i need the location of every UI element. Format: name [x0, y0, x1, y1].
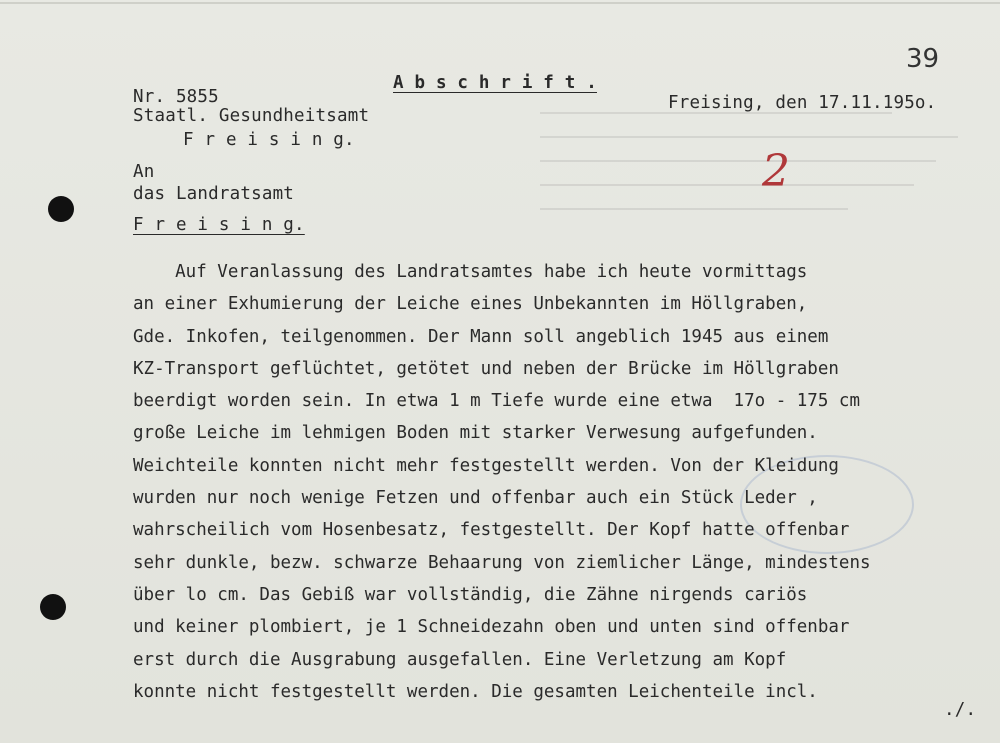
recipient-name: das Landratsamt — [133, 184, 295, 204]
body-line: Weichteile konnten nicht mehr festgestellt werden. Von der Kleidung — [133, 455, 839, 476]
body-line: große Leiche im lehmigen Boden mit starker Verwesung aufgefunden. — [133, 423, 818, 444]
body-line: an einer Exhumierung der Leiche eines Unbekannten im Höllgraben, — [133, 294, 808, 315]
reference-number: Nr. 5855 — [133, 87, 219, 107]
body-line: wahrscheilich vom Hosenbesatz, festgestellt. Der Kopf hatte offenbar — [133, 520, 850, 541]
body-line: Auf Veranlassung des Landratsamtes habe ich heute vormittags — [133, 262, 808, 282]
recipient-to: An — [133, 162, 155, 182]
body-line: über lo cm. Das Gebiß war vollständig, die Zähne nirgends cariös — [133, 584, 808, 605]
punch-hole-bottom — [40, 594, 66, 620]
document-title: A b s c h r i f t . — [393, 73, 597, 93]
page-number: 39 — [906, 44, 940, 74]
punch-hole-top — [48, 196, 74, 222]
body-line: konnte nicht festgestellt werden. Die gesamten Leichenteile incl. — [133, 681, 818, 702]
body-line: KZ-Transport geflüchtet, getötet und neben der Brücke im Höllgraben — [133, 358, 839, 379]
bleed-through-text — [540, 112, 980, 242]
pencil-annotation: 2 — [762, 146, 790, 197]
issuing-office: Staatl. Gesundheitsamt — [133, 106, 370, 126]
body-line: und keiner plombiert, je 1 Schneidezahn oben und unten sind offenbar — [133, 617, 850, 638]
body-line: sehr dunkle, bezw. schwarze Behaarung von ziemlicher Länge, mindestens — [133, 552, 871, 573]
body-line: wurden nur noch wenige Fetzen und offenbar auch ein Stück Leder , — [133, 488, 818, 509]
continuation-mark: ./. — [944, 700, 977, 720]
place-date: Freising, den 17.11.195o. — [668, 93, 937, 113]
page-top-edge — [0, 2, 1000, 4]
body-line: Gde. Inkofen, teilgenommen. Der Mann soll angeblich 1945 aus einem — [133, 326, 829, 347]
issuing-office-city: F r e i s i n g. — [183, 130, 355, 150]
letter-body — [133, 256, 993, 708]
recipient-city: F r e i s i n g. — [133, 215, 305, 235]
body-line: erst durch die Ausgrabung ausgefallen. Eine Verletzung am Kopf — [133, 649, 787, 670]
body-line: beerdigt worden sein. In etwa 1 m Tiefe wurde eine etwa 17o - 175 cm — [133, 391, 860, 412]
